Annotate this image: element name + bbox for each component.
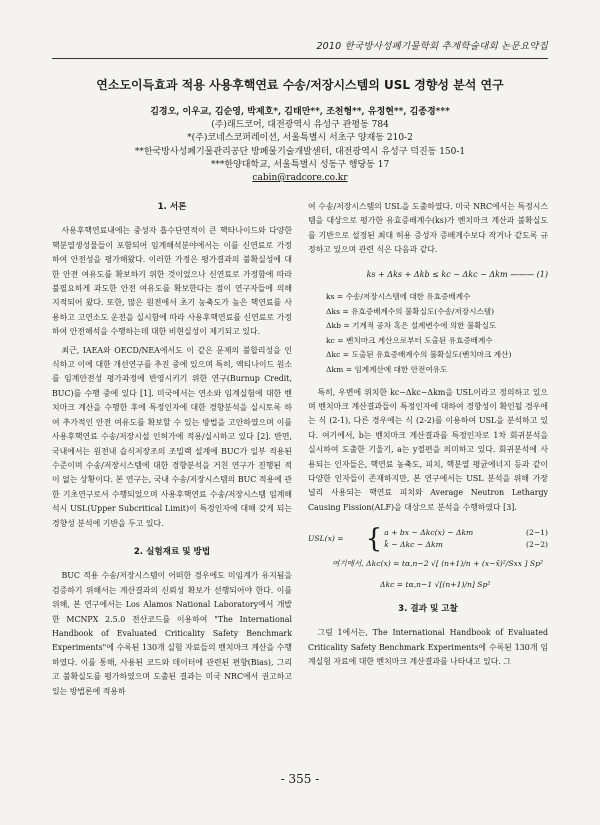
methods-paragraph-1: BUC 적용 수송/저장시스템이 어떠한 경우에도 미임계가 유지됨을 검증하기 위해서는 계산결과의 신뢰성 확보가 선행되어야 한다. 이를 위해, 본 연구에서는 Los Alamos National Laboratory에서 개발한 MCNPX 2.5.0 전산코드를 이용하여 "The International Handbook of Evaluated Criticality Safety Benchmark Experiments"에 수록된 130개 실험 자료들의 벤치마크 계산을 수행하였다. 이를 통해, 사용된 코드와 데이터에 관련된 편향(Bias), 그리고 불확실도를 평가하였으며 도출된 결과는 미국 NRC에서 권고하고 있는 방법론에 적용하 (52, 571, 292, 696)
right-column (308, 200, 548, 670)
affiliation-1: *(주)코네스코퍼레이션, 서울특별시 서초구 양재동 210-2 (187, 133, 413, 144)
results-paragraph-1: 그림 1에서는, The International Handbook of Evaluated Criticality Safety Benchmark Experiments에 수록된 130개 임계실험 자료에 대한 벤치마크 계산결과를 나타내고 있다. 그 (308, 628, 548, 667)
affiliation-3: ***한양대학교, 서울특별시 성동구 행당동 17 (210, 159, 390, 170)
usl-lhs: USL(x) = (308, 534, 344, 544)
affiliation-0: (주)래드코어, 대전광역시 유성구 관평동 784 (211, 120, 389, 131)
usl-case-2-number: (2−2) (526, 540, 548, 550)
page-number: - 355 - (280, 772, 320, 786)
author-names: 김경오, 이우교, 김순영, 박제호*, 김태만**, 조천형**, 유정현**, 김종경*** (150, 107, 450, 117)
methods-paragraph-continued: 여 수송/저장시스템의 USL을 도출하였다. 미국 NRC에서는 특정시스템을 대상으로 평가한 유효증배계수(ks)가 벤치마크 계산과 불확실도를 기반으로 설정된 최대 허용 증성자 증배계수보다 작거나 같도록 규정하고 있으며 관련 식은 다음과 같다. (308, 202, 548, 255)
definition-dks: Δks = 유효증배계수의 불확실도(수송/저장시스템) (326, 306, 495, 316)
running-head: 2010 한국방사성폐기물학회 추계학술대회 논문요약집 (316, 41, 548, 52)
equation-1: ks + Δks + Δkb ≤ kc − Δkc − Δkm ——— (1) (366, 269, 548, 279)
definition-dkm: Δkm = 임계계산에 대한 안전여유도 (326, 365, 448, 374)
variable-definitions (326, 290, 548, 378)
brace-symbol: { (365, 524, 383, 555)
affiliation-2: **한국방사성폐기물관리공단 방폐물기술개발센터, 대전광역시 유성구 덕진동 150-1 (134, 146, 466, 157)
equation-usl (308, 524, 548, 555)
left-column (52, 200, 292, 699)
section-spacer (52, 531, 292, 545)
equation-dkc: Δkc = tα,n−1 √[(n+1)/n] Sp² (380, 579, 491, 589)
intro-paragraph-2: 최근, IAEA와 OECD/NEA에서도 이 같은 문제의 불합리성을 인식하고 이에 대한 개선연구를 추진 중에 있으며 특히, 액티나이드 원소를 임계안전성 평가과정에 반영시키기 위한 연구(Burnup Credit, BUC)를 수행 중에 있다 [1]. 미국에서는 연소와 임계실험에 대한 벤치마크 계산을 수행한 후에 특정인자에 대한 경향분석을 실시토록 하여 추가적인 안전 여유도를 확보할 수 있는 방법을 고안하였으며 이를 사용후핵연료 수송/저장시설 인허가에 적용/실시하고 있다 [2]. 반면, 국내에서는 원전내 습식저장조의 조밀랙 설계에 BUC가 일부 적용된 수준이며 수송/저장시스템에 대한 경향분석을 거친 연구가 진행된 적이 없는 상황이다. 본 연구는, 국내 수송/저장시스템의 BUC 적용에 관한 기초연구로서 수행되었으며 사용후핵연료 수송/저장시스템 임계해석시 USL(Upper Subcritical Limit)이 특정인자에 대해 갖게 되는 경향성 분석에 기반을 두고 있다. (52, 345, 292, 528)
author-block (52, 106, 548, 185)
section-title-introduction: 1. 서론 (157, 202, 187, 212)
usl-case-1: a + bx − Δkc(x) − Δkm (384, 528, 474, 538)
definition-dkb: Δkb = 기계적 공차 혹은 설계변수에 의한 불확실도 (326, 321, 497, 331)
definition-dkc: Δkc = 도출된 유효증배계수의 불확실도(벤치마크 계산) (326, 350, 512, 360)
usl-explanation-paragraph: 특히, 우변에 위치한 kc−Δkc−Δkm을 USL이라고 정의하고 있으며 벤치마크 계산결과들이 특정인자에 대하여 경향성이 확인될 경우에는 식 (2-1), 다른 경우에는 식 (2-2)를 이용하여 USL을 분석하고 있다. 여기에서, b는 벤치마크 계산결과를 특정인자로 1차 회귀분석을 실시하여 도출한 기울기, a는 y절편을 의미하고 있다. 회귀분석에 사용되는 인자들은, 핵연료 농축도, 피치, 핵분열 평균에너지 등과 같이 다양한 인자들이 존재하지만, 본 연구에서는 USL 분석을 위해 가장 널리 사용되는 핵연료 피치와 Average Neutron Lethargy Causing Fission(ALF)을 대상으로 분석을 수행하였다 [3]. (308, 387, 548, 512)
header-rule (52, 58, 548, 59)
section-title-results: 3. 결과 및 고찰 (398, 604, 458, 615)
definition-kc: kc = 벤치마크 계산으로부터 도출된 유효증배계수 (326, 335, 493, 345)
intro-paragraph-1: 사용후핵연료내에는 중성자 흡수단면적이 큰 핵타나이드와 다양한 핵분열생성물들이 포함되어 임계해석분야에서는 이를 신연료로 가정하여 안전성을 평가해왔다. 이러한 가정은 평가결과의 불확실성에 대한 안전 여유도를 확보하기 위한 것이었으나 신연료로 가정함에 따라 불필요하게 과도한 안전 여유도를 확보한다는 점이 연구자들에 의해 지적되어 왔다. 또한, 많은 원전에서 초기 농축도가 높은 핵연료를 사용하고 고연소도 운전을 실시함에 따라 사용후핵연료를 신연료로 가정하여 안전해석을 수행하는데 대한 비현실성이 제기되고 있다. (52, 226, 292, 337)
usl-case-1-number: (2−1) (526, 528, 548, 538)
definition-ks: ks = 수송/저장시스템에 대한 유효증배계수 (326, 292, 471, 302)
contact-email[interactable]: cabin@radcore.co.kr (252, 173, 348, 184)
equation-dkc-x: 여기에서, Δkc(x) = tα,n−2 √[ (n+1)/n + (x−x̄)²/Sxx ] Sp² (332, 559, 543, 569)
usl-case-2: k̄ − Δkc − Δkm (384, 540, 443, 550)
section-title-methods: 2. 실험재료 및 방법 (133, 546, 211, 557)
paper-title: 연소도이득효과 적용 사용후핵연료 수송/저장시스템의 USL 경향성 분석 연구 (96, 78, 504, 92)
